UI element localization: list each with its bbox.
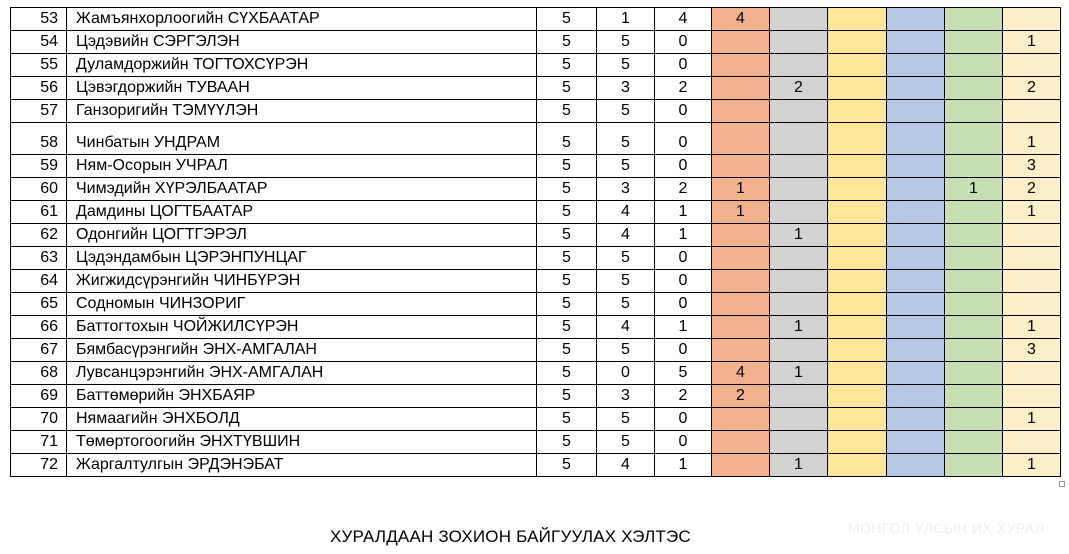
row-number-cell[interactable]: 54 [11, 31, 67, 54]
member-name-cell[interactable]: Лувсанцэрэнгийн ЭНХ-АМГАЛАН [67, 362, 537, 385]
table-row [11, 362, 1061, 385]
table-row [11, 316, 1061, 339]
absence-category-cell-3[interactable] [828, 293, 887, 316]
absent-cell[interactable]: 4 [655, 8, 712, 31]
absence-category-cell-2[interactable] [770, 408, 828, 431]
table-row [11, 270, 1061, 293]
table-row [11, 155, 1061, 178]
absence-category-cell-3[interactable] [828, 201, 887, 224]
table-row [11, 178, 1061, 201]
table-row [11, 431, 1061, 454]
cell-resize-handle[interactable] [1059, 481, 1065, 487]
row-number-cell[interactable]: 69 [11, 385, 67, 408]
absence-category-cell-6[interactable]: 3 [1003, 339, 1061, 362]
absence-category-cell-6[interactable] [1003, 247, 1061, 270]
absent-cell[interactable]: 2 [655, 77, 712, 100]
attended-cell[interactable]: 5 [597, 247, 655, 270]
total-sessions-cell[interactable]: 5 [537, 385, 597, 408]
absence-category-cell-5[interactable] [945, 247, 1003, 270]
absence-category-cell-6[interactable] [1003, 100, 1061, 123]
absence-category-cell-5[interactable] [945, 339, 1003, 362]
table-row [11, 339, 1061, 362]
absence-category-cell-6[interactable] [1003, 293, 1061, 316]
attended-cell[interactable]: 5 [597, 100, 655, 123]
absence-category-cell-6[interactable]: 1 [1003, 316, 1061, 339]
absence-category-cell-1[interactable] [712, 431, 770, 454]
row-number-cell[interactable]: 61 [11, 201, 67, 224]
table-row [11, 77, 1061, 100]
absence-category-cell-2[interactable]: 1 [770, 362, 828, 385]
total-sessions-cell[interactable]: 5 [537, 270, 597, 293]
member-name-cell[interactable]: Баттогтохын ЧОЙЖИЛСҮРЭН [67, 316, 537, 339]
member-name-cell[interactable]: Одонгийн ЦОГТГЭРЭЛ [67, 224, 537, 247]
row-number-cell[interactable]: 60 [11, 178, 67, 201]
row-number-cell[interactable]: 59 [11, 155, 67, 178]
absence-category-cell-3[interactable] [828, 155, 887, 178]
row-number-cell[interactable]: 62 [11, 224, 67, 247]
member-name-cell[interactable]: Жаргалтулгын ЭРДЭНЭБАТ [67, 454, 537, 477]
absent-cell[interactable]: 1 [655, 316, 712, 339]
absence-category-cell-4[interactable] [887, 293, 945, 316]
absence-category-cell-3[interactable] [828, 316, 887, 339]
absence-category-cell-3[interactable] [828, 100, 887, 123]
table-row [11, 293, 1061, 316]
absent-cell[interactable]: 0 [655, 247, 712, 270]
absence-category-cell-1[interactable] [712, 77, 770, 100]
absence-category-cell-3[interactable] [828, 224, 887, 247]
absence-category-cell-4[interactable] [887, 247, 945, 270]
total-sessions-cell[interactable]: 5 [537, 431, 597, 454]
member-name-cell[interactable]: Төмөртогоогийн ЭНХТҮВШИН [67, 431, 537, 454]
absence-category-cell-5[interactable] [945, 123, 1003, 155]
absence-category-cell-1[interactable] [712, 293, 770, 316]
table-row [11, 123, 1061, 155]
table-row [11, 247, 1061, 270]
absence-category-cell-6[interactable]: 1 [1003, 408, 1061, 431]
attended-cell[interactable]: 4 [597, 454, 655, 477]
absent-cell[interactable]: 0 [655, 293, 712, 316]
member-name-cell[interactable]: Жамъянхорлоогийн СҮХБААТАР [67, 8, 537, 31]
absence-category-cell-5[interactable] [945, 408, 1003, 431]
attended-cell[interactable]: 5 [597, 123, 655, 155]
absence-category-cell-1[interactable] [712, 316, 770, 339]
absence-category-cell-6[interactable] [1003, 8, 1061, 31]
attended-cell[interactable]: 5 [597, 293, 655, 316]
absence-category-cell-6[interactable] [1003, 362, 1061, 385]
absence-category-cell-1[interactable] [712, 454, 770, 477]
member-name-cell[interactable]: Чинбатын УНДРАМ [67, 123, 537, 155]
absence-category-cell-5[interactable] [945, 77, 1003, 100]
row-number-cell[interactable]: 72 [11, 454, 67, 477]
absence-category-cell-6[interactable]: 1 [1003, 201, 1061, 224]
table-row [11, 31, 1061, 54]
member-name-cell[interactable]: Содномын ЧИНЗОРИГ [67, 293, 537, 316]
table-row [11, 224, 1061, 247]
table-row [11, 385, 1061, 408]
footer-title: ХУРАЛДААН ЗОХИОН БАЙГУУЛАХ ХЭЛТЭС [330, 527, 691, 546]
row-number-cell[interactable]: 66 [11, 316, 67, 339]
watermark-text: МОНГОЛ УЛСЫН ИХ ХУРАЛ [848, 520, 1045, 536]
absence-category-cell-1[interactable] [712, 100, 770, 123]
absence-category-cell-2[interactable]: 1 [770, 316, 828, 339]
absence-category-cell-3[interactable] [828, 54, 887, 77]
absence-category-cell-3[interactable] [828, 454, 887, 477]
absence-category-cell-4[interactable] [887, 155, 945, 178]
member-name-cell[interactable]: Цэвэгдоржийн ТУВААН [67, 77, 537, 100]
absent-cell[interactable]: 5 [655, 362, 712, 385]
row-number-cell[interactable]: 56 [11, 77, 67, 100]
absence-category-cell-5[interactable] [945, 224, 1003, 247]
absence-category-cell-4[interactable] [887, 362, 945, 385]
absence-category-cell-1[interactable] [712, 339, 770, 362]
absence-category-cell-3[interactable] [828, 247, 887, 270]
absence-category-cell-1[interactable] [712, 123, 770, 155]
absence-category-cell-1[interactable] [712, 270, 770, 293]
absence-category-cell-5[interactable] [945, 362, 1003, 385]
absence-category-cell-4[interactable] [887, 8, 945, 31]
row-number-cell[interactable]: 68 [11, 362, 67, 385]
total-sessions-cell[interactable]: 5 [537, 100, 597, 123]
absence-category-cell-1[interactable] [712, 224, 770, 247]
absence-category-cell-2[interactable] [770, 293, 828, 316]
absence-category-cell-4[interactable] [887, 431, 945, 454]
absence-category-cell-4[interactable] [887, 385, 945, 408]
absence-category-cell-5[interactable] [945, 293, 1003, 316]
table-row [11, 454, 1061, 477]
absence-category-cell-6[interactable] [1003, 224, 1061, 247]
row-number-cell[interactable]: 65 [11, 293, 67, 316]
absence-category-cell-2[interactable] [770, 155, 828, 178]
absence-category-cell-2[interactable] [770, 247, 828, 270]
attended-cell[interactable]: 4 [597, 316, 655, 339]
member-name-cell[interactable]: Чимэдийн ХҮРЭЛБААТАР [67, 178, 537, 201]
absence-category-cell-5[interactable] [945, 385, 1003, 408]
absence-category-cell-2[interactable] [770, 123, 828, 155]
absence-category-cell-5[interactable] [945, 100, 1003, 123]
row-number-cell[interactable]: 55 [11, 54, 67, 77]
absence-category-cell-2[interactable] [770, 339, 828, 362]
absence-category-cell-1[interactable]: 2 [712, 385, 770, 408]
attended-cell[interactable]: 4 [597, 224, 655, 247]
absence-category-cell-2[interactable]: 2 [770, 77, 828, 100]
absence-category-cell-4[interactable] [887, 316, 945, 339]
absence-category-cell-2[interactable] [770, 201, 828, 224]
absence-category-cell-1[interactable] [712, 31, 770, 54]
absence-category-cell-4[interactable] [887, 224, 945, 247]
absent-cell[interactable]: 0 [655, 100, 712, 123]
attended-cell[interactable]: 0 [597, 362, 655, 385]
absence-category-cell-2[interactable] [770, 431, 828, 454]
absence-category-cell-6[interactable] [1003, 54, 1061, 77]
row-number-cell[interactable]: 53 [11, 8, 67, 31]
absence-category-cell-4[interactable] [887, 201, 945, 224]
total-sessions-cell[interactable]: 5 [537, 201, 597, 224]
absence-category-cell-6[interactable]: 2 [1003, 77, 1061, 100]
absence-category-cell-5[interactable] [945, 31, 1003, 54]
absence-category-cell-3[interactable] [828, 339, 887, 362]
absent-cell[interactable]: 2 [655, 385, 712, 408]
absence-category-cell-1[interactable] [712, 247, 770, 270]
absent-cell[interactable]: 0 [655, 431, 712, 454]
absence-category-cell-6[interactable] [1003, 385, 1061, 408]
total-sessions-cell[interactable]: 5 [537, 31, 597, 54]
absence-category-cell-5[interactable] [945, 270, 1003, 293]
absence-category-cell-3[interactable] [828, 385, 887, 408]
absence-category-cell-6[interactable]: 1 [1003, 454, 1061, 477]
absence-category-cell-4[interactable] [887, 178, 945, 201]
absence-category-cell-5[interactable] [945, 8, 1003, 31]
absent-cell[interactable]: 0 [655, 339, 712, 362]
absence-category-cell-2[interactable] [770, 100, 828, 123]
total-sessions-cell[interactable]: 5 [537, 224, 597, 247]
attended-cell[interactable]: 5 [597, 431, 655, 454]
total-sessions-cell[interactable]: 5 [537, 362, 597, 385]
total-sessions-cell[interactable]: 5 [537, 316, 597, 339]
member-name-cell[interactable]: Ганзоригийн ТЭМҮҮЛЭН [67, 100, 537, 123]
absence-category-cell-3[interactable] [828, 77, 887, 100]
attended-cell[interactable]: 5 [597, 31, 655, 54]
attended-cell[interactable]: 5 [597, 270, 655, 293]
table-row [11, 201, 1061, 224]
attended-cell[interactable]: 5 [597, 339, 655, 362]
attended-cell[interactable]: 5 [597, 155, 655, 178]
member-name-cell[interactable]: Жигжидсүрэнгийн ЧИНБҮРЭН [67, 270, 537, 293]
absence-category-cell-4[interactable] [887, 31, 945, 54]
table-row [11, 8, 1061, 31]
absence-category-cell-4[interactable] [887, 77, 945, 100]
absence-category-cell-6[interactable]: 2 [1003, 178, 1061, 201]
absent-cell[interactable]: 2 [655, 178, 712, 201]
absent-cell[interactable]: 0 [655, 155, 712, 178]
member-name-cell[interactable]: Бямбасүрэнгийн ЭНХ-АМГАЛАН [67, 339, 537, 362]
total-sessions-cell[interactable]: 5 [537, 155, 597, 178]
total-sessions-cell[interactable]: 5 [537, 293, 597, 316]
absence-category-cell-4[interactable] [887, 54, 945, 77]
absence-category-cell-1[interactable]: 4 [712, 362, 770, 385]
total-sessions-cell[interactable]: 5 [537, 123, 597, 155]
absent-cell[interactable]: 0 [655, 31, 712, 54]
absent-cell[interactable]: 1 [655, 224, 712, 247]
absence-category-cell-3[interactable] [828, 362, 887, 385]
member-name-cell[interactable]: Дамдины ЦОГТБААТАР [67, 201, 537, 224]
absence-category-cell-5[interactable] [945, 201, 1003, 224]
absence-category-cell-1[interactable] [712, 408, 770, 431]
absence-category-cell-1[interactable] [712, 54, 770, 77]
absence-category-cell-6[interactable]: 1 [1003, 123, 1061, 155]
total-sessions-cell[interactable]: 5 [537, 178, 597, 201]
absence-category-cell-6[interactable]: 1 [1003, 31, 1061, 54]
absent-cell[interactable]: 0 [655, 123, 712, 155]
absence-category-cell-2[interactable] [770, 8, 828, 31]
absence-category-cell-2[interactable]: 1 [770, 454, 828, 477]
absence-category-cell-1[interactable]: 1 [712, 201, 770, 224]
attended-cell[interactable]: 3 [597, 178, 655, 201]
row-number-cell[interactable]: 63 [11, 247, 67, 270]
total-sessions-cell[interactable]: 5 [537, 339, 597, 362]
absence-category-cell-3[interactable] [828, 408, 887, 431]
absence-category-cell-3[interactable] [828, 178, 887, 201]
absence-category-cell-2[interactable] [770, 385, 828, 408]
attended-cell[interactable]: 1 [597, 8, 655, 31]
absence-category-cell-5[interactable]: 1 [945, 178, 1003, 201]
absence-category-cell-5[interactable] [945, 155, 1003, 178]
absence-category-cell-3[interactable] [828, 8, 887, 31]
absence-category-cell-4[interactable] [887, 339, 945, 362]
absence-category-cell-5[interactable] [945, 431, 1003, 454]
absent-cell[interactable]: 1 [655, 201, 712, 224]
absence-category-cell-5[interactable] [945, 54, 1003, 77]
absence-category-cell-4[interactable] [887, 270, 945, 293]
absence-category-cell-2[interactable] [770, 31, 828, 54]
absence-category-cell-6[interactable] [1003, 270, 1061, 293]
absence-category-cell-4[interactable] [887, 100, 945, 123]
attended-cell[interactable]: 3 [597, 77, 655, 100]
total-sessions-cell[interactable]: 5 [537, 54, 597, 77]
attended-cell[interactable]: 5 [597, 408, 655, 431]
absence-category-cell-2[interactable] [770, 54, 828, 77]
absence-category-cell-1[interactable] [712, 155, 770, 178]
absence-category-cell-3[interactable] [828, 431, 887, 454]
absence-category-cell-4[interactable] [887, 123, 945, 155]
absence-category-cell-3[interactable] [828, 270, 887, 293]
absent-cell[interactable]: 0 [655, 54, 712, 77]
row-number-cell[interactable]: 70 [11, 408, 67, 431]
table-row [11, 54, 1061, 77]
absence-category-cell-6[interactable] [1003, 431, 1061, 454]
total-sessions-cell[interactable]: 5 [537, 8, 597, 31]
total-sessions-cell[interactable]: 5 [537, 408, 597, 431]
member-name-cell[interactable]: Цэдэвийн СЭРГЭЛЭН [67, 31, 537, 54]
total-sessions-cell[interactable]: 5 [537, 454, 597, 477]
total-sessions-cell[interactable]: 5 [537, 247, 597, 270]
absence-category-cell-5[interactable] [945, 454, 1003, 477]
table-row [11, 408, 1061, 431]
absence-category-cell-1[interactable]: 1 [712, 178, 770, 201]
absent-cell[interactable]: 0 [655, 408, 712, 431]
attended-cell[interactable]: 3 [597, 385, 655, 408]
absence-category-cell-2[interactable] [770, 178, 828, 201]
row-number-cell[interactable]: 64 [11, 270, 67, 293]
member-name-cell[interactable]: Цэдэндамбын ЦЭРЭНПУНЦАГ [67, 247, 537, 270]
member-name-cell[interactable]: Ням-Осорын УЧРАЛ [67, 155, 537, 178]
absence-category-cell-5[interactable] [945, 316, 1003, 339]
attendance-table [10, 7, 1061, 477]
absence-category-cell-3[interactable] [828, 31, 887, 54]
table-row [11, 100, 1061, 123]
absence-category-cell-1[interactable]: 4 [712, 8, 770, 31]
absence-category-cell-2[interactable]: 1 [770, 224, 828, 247]
absence-category-cell-6[interactable]: 3 [1003, 155, 1061, 178]
row-number-cell[interactable]: 57 [11, 100, 67, 123]
row-number-cell[interactable]: 67 [11, 339, 67, 362]
absence-category-cell-4[interactable] [887, 408, 945, 431]
total-sessions-cell[interactable]: 5 [537, 77, 597, 100]
absent-cell[interactable]: 1 [655, 454, 712, 477]
member-name-cell[interactable]: Нямаагийн ЭНХБОЛД [67, 408, 537, 431]
table-body [11, 8, 1061, 477]
member-name-cell[interactable]: Дуламдоржийн ТОГТОХСҮРЭН [67, 54, 537, 77]
absence-category-cell-2[interactable] [770, 270, 828, 293]
absent-cell[interactable]: 0 [655, 270, 712, 293]
member-name-cell[interactable]: Баттөмөрийн ЭНХБАЯР [67, 385, 537, 408]
row-number-cell[interactable]: 58 [11, 123, 67, 155]
absence-category-cell-3[interactable] [828, 123, 887, 155]
attended-cell[interactable]: 4 [597, 201, 655, 224]
absence-category-cell-4[interactable] [887, 454, 945, 477]
attended-cell[interactable]: 5 [597, 54, 655, 77]
row-number-cell[interactable]: 71 [11, 431, 67, 454]
